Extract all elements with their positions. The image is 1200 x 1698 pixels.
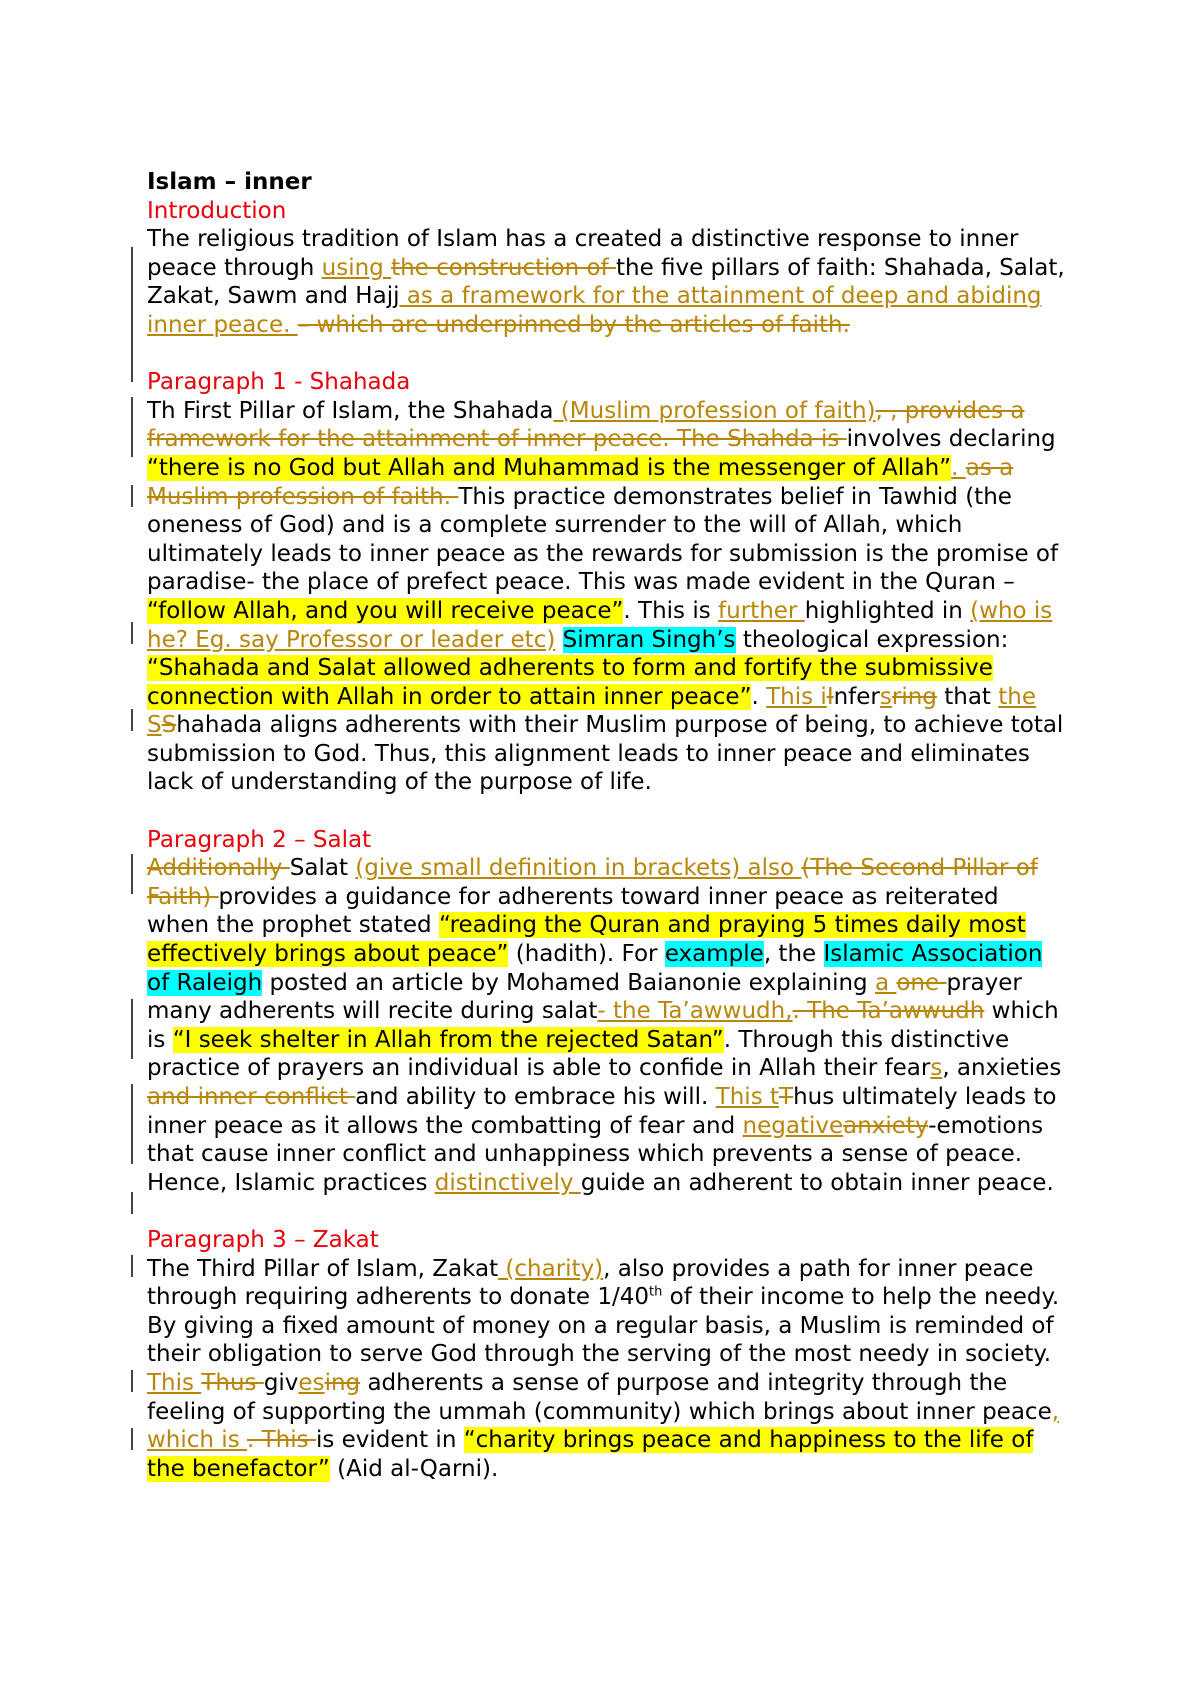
tracked-deletion: one — [896, 969, 947, 996]
change-bar — [131, 485, 133, 507]
tracked-deletion: . The Ta’awwudh — [792, 998, 985, 1025]
cyan-highlight: Islamic Association of Raleigh — [147, 941, 1043, 996]
highlighted-quote: “reading the Quran and praying 5 times daily most effectively brings about peace” — [147, 912, 1026, 968]
tracked-insertion: using — [321, 254, 392, 281]
tracked-insertion: as a framework for the attainment of deep and abiding inner peace. — [147, 283, 1042, 338]
highlighted-quote: “charity brings peace and happiness to the life of the benefactor” — [147, 1427, 1034, 1482]
highlighted-quote: “there is no God but Allah and Muhammad is the messenger of Allah” — [147, 454, 952, 481]
cyan-highlight: example — [664, 941, 764, 968]
highlighted-quote: “I seek shelter in Allah from the rejected Satan” — [172, 1026, 724, 1053]
tracked-deletion: – which are underpinned by the articles of faith. — [297, 311, 850, 338]
tracked-insertion: (charity) — [498, 1255, 604, 1282]
paragraph-3-body: The Third Pillar of Islam, Zakat (charity), also provides a path for inner peace through requiring adherents to donate 1/40th of their income to help the needy. By giving a fixed amount of money on a regular basis, a Muslim is reminded of their obligation to serve God through the serving of the most needy in society. This Thus givesing adherents a sense of purpose and integrity through the feeling of supporting the ummah (community) which brings about inner peace, which is . This is evident in “charity brings peace and happiness to the life of the benefactor” (Aid al-Qarni). — [147, 1255, 1067, 1484]
tracked-insertion: a — [874, 969, 897, 996]
cyan-highlight: Simran Singh’s — [562, 626, 736, 653]
change-bar — [131, 709, 133, 731]
tracked-deletion: as a Muslim profession of faith. — [147, 454, 1014, 510]
tracked-deletion: Thus — [201, 1369, 264, 1396]
tracked-insertion: - the Ta’awwudh, — [597, 998, 793, 1025]
change-bar — [131, 1428, 133, 1450]
change-bar — [131, 999, 133, 1059]
paragraph-2-heading: Paragraph 2 – Salat — [147, 826, 372, 853]
superscript: th — [648, 1284, 663, 1300]
tracked-deletion: the construction of — [391, 254, 616, 281]
tracked-insertion: This t — [715, 1084, 780, 1110]
change-bar — [131, 397, 133, 457]
document-page — [147, 168, 1067, 1483]
tracked-deletion: (The Second Pillar of Faith) — [147, 855, 1038, 910]
change-bar — [131, 1255, 133, 1277]
paragraph-1-heading: Paragraph 1 - Shahada — [147, 369, 411, 396]
tracked-insertion: es — [298, 1369, 325, 1396]
tracked-insertion: , which is — [147, 1398, 1060, 1454]
paragraph-2-body: Additionally Salat (give small definition in brackets) also (The Second Pillar of Faith) provides a guidance for adherents toward inner peace as reiterated when the prophet stated “reading the Quran and praying 5 times daily most effectively brings about peace” (hadith). For example, the Islamic Association of Raleigh posted an article by Mohamed Baianonie explaining a one prayer many adherents will recite during salat- the Ta’awwudh,. The Ta’awwudh which is “I seek shelter in Allah from the rejected Satan”. Through this distinctive practice of prayers an individual is able to confide in Allah their fears, anxieties and inner conflict and ability to embrace his will. This tThus ultimately leads to inner peace as it allows the combatting of fear and negativeanxiety-emotions that cause inner conflict and unhappiness which prevents a sense of peace. Hence, Islamic practices distinctively guide an adherent to obtain inner peace. — [147, 854, 1067, 1197]
tracked-insertion: further — [718, 597, 805, 624]
tracked-insertion: s — [930, 1055, 943, 1082]
intro-heading: Introduction — [147, 197, 287, 224]
highlighted-quote: “Shahada and Salat allowed adherents to form and fortify the submissive connection with Allah in order to attain inner peace” — [147, 655, 993, 710]
highlighted-quote: “follow Allah, and you will receive peace” — [147, 597, 624, 624]
tracked-deletion: anxiety — [843, 1112, 929, 1139]
intro-paragraph: The religious tradition of Islam has a created a distinctive response to inner peace through using the construction of the five pillars of faith: Shahada, Salat, Zakat, Sawm and Hajj as a framework for the attainment of deep and abiding inner peace. – which are underpinned by the articles of faith. — [147, 225, 1067, 339]
change-bar — [131, 1370, 133, 1392]
change-bar — [131, 1192, 133, 1214]
tracked-insertion: (Muslim profession of faith) — [553, 397, 876, 424]
document-title: Islam – inner — [147, 169, 312, 195]
tracked-insertion: negative — [742, 1112, 844, 1139]
tracked-insertion: the S — [147, 683, 1036, 739]
tracked-deletion: . This — [247, 1427, 316, 1454]
tracked-insertion: distinctively — [434, 1169, 581, 1196]
change-bar — [131, 854, 133, 894]
tracked-deletion: I — [826, 683, 834, 710]
tracked-deletion: , , provides a framework for the attainment of inner peace. The Shahda is — [147, 397, 1025, 453]
change-bar — [131, 247, 133, 382]
tracked-insertion: . — [951, 454, 966, 481]
tracked-insertion: (who is he? Eg. say Professor or leader etc) — [147, 597, 1053, 653]
tracked-insertion: s — [879, 683, 892, 710]
paragraph-3-heading: Paragraph 3 – Zakat — [147, 1226, 379, 1253]
tracked-insertion: (give small definition in brackets) also — [355, 855, 802, 882]
tracked-deletion: S — [161, 712, 177, 739]
paragraph-1-body: Th First Pillar of Islam, the Shahada (Muslim profession of faith), , provides a framework for the attainment of inner peace. The Shahda is involves declaring “there is no God but Allah and Muhammad is the messenger of Allah”. as a Muslim profession of faith. This practice demonstrates belief in Tawhid (the oneness of God) and is a complete surrender to the will of Allah, which ultimately leads to inner peace as the rewards for submission is the promise of paradise- the place of prefect peace. This was made evident in the Quran – “follow Allah, and you will receive peace”. This is further highlighted in (who is he? Eg. say Professor or leader etc) Simran Singh’s theological expression: “Shahada and Salat allowed adherents to form and fortify the submissive connection with Allah in order to attain inner peace”. This iInfersring that the SShahada aligns adherents with their Muslim purpose of being, to achieve total submission to God. Thus, this alignment leads to inner peace and eliminates lack of understanding of the purpose of life. — [147, 397, 1067, 797]
tracked-deletion: and inner conflict — [147, 1084, 356, 1110]
change-bar — [131, 1084, 133, 1164]
tracked-insertion: This — [147, 1369, 202, 1396]
tracked-deletion: T — [779, 1084, 794, 1110]
change-bar — [131, 622, 133, 644]
tracked-insertion: This i — [766, 683, 827, 710]
tracked-deletion: ing — [324, 1369, 361, 1396]
tracked-deletion: ring — [891, 683, 937, 710]
tracked-deletion: Additionally — [147, 855, 290, 882]
